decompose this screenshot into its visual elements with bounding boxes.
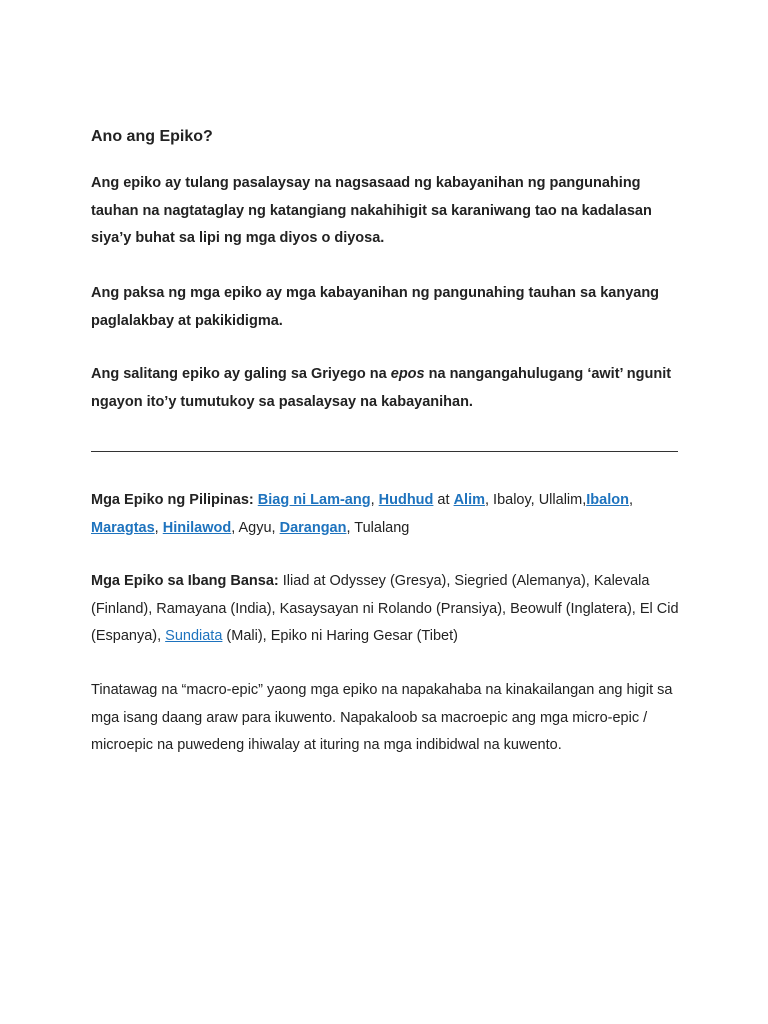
etymology-term: epos xyxy=(390,366,425,382)
foreign-epics-list-end: (Mali), Epiko ni Haring Gesar (Tibet) xyxy=(222,628,458,644)
link-sundiata[interactable]: Sundiata xyxy=(165,628,223,644)
link-ibalon[interactable]: Ibalon xyxy=(586,492,629,508)
plain-epic-names: , Ibaloy, Ullalim, xyxy=(484,492,587,508)
separator-text: , xyxy=(370,492,379,508)
foreign-epics-paragraph xyxy=(91,568,681,651)
etymology-text-after: na nangangahulugang ‘awit’ ngunit ngayon ito’y tumutukoy sa pasalaysay na kabayanihan. xyxy=(91,366,672,410)
macro-epic-paragraph: Tinatawag na “macro-epic” yaong mga epiko na napakahaba na kinakailangan ang higit sa mga isang daang araw para ikuwento. Napakaloob sa macroepic ang mga micro-epic / microepic na puwedeng ihiwalay at ituring na mga indibidwal na kuwento. xyxy=(91,682,673,753)
plain-epic-names: , Agyu, xyxy=(231,519,280,536)
philippine-epics-paragraph xyxy=(91,487,681,542)
plain-epic-names: , Tulalang xyxy=(346,519,410,536)
link-hudhud[interactable]: Hudhud xyxy=(378,492,434,508)
separator-text: , xyxy=(628,492,633,508)
etymology-paragraph xyxy=(91,361,681,416)
link-biag-ni-lam-ang[interactable]: Biag ni Lam-ang xyxy=(257,492,371,508)
link-maragtas[interactable]: Maragtas xyxy=(91,519,155,536)
foreign-epics-label: Mga Epiko sa Ibang Bansa: xyxy=(91,573,279,589)
definition-paragraph: Ang epiko ay tulang pasalaysay na nagsasaad ng kabayanihan ng pangunahing tauhan na nagtataglay ng katangiang nakahihigit sa karaniwang tao na kadalasan siya’y buhat sa lipi ng mga diyos o diyosa. xyxy=(91,175,652,246)
etymology-text-before: Ang salitang epiko ay galing sa Griyego na xyxy=(91,366,391,382)
philippine-epics-label: Mga Epiko ng Pilipinas: xyxy=(91,492,254,508)
document-title: Ano ang Epiko? xyxy=(91,128,213,145)
link-darangan[interactable]: Darangan xyxy=(279,519,347,536)
horizontal-divider xyxy=(91,451,678,452)
subject-paragraph: Ang paksa ng mga epiko ay mga kabayanihan ng pangunahing tauhan sa kanyang paglalakbay at pakikidigma. xyxy=(91,285,660,329)
conjunction-text: at xyxy=(433,492,454,508)
link-hinilawod[interactable]: Hinilawod xyxy=(162,519,232,536)
foreign-epics-list: Iliad at Odyssey (Gresya), Siegried (Alemanya), Kalevala (Finland), Ramayana (India), Kasaysayan ni Rolando (Pransiya), Beowulf (Inglatera), El Cid (Espanya), xyxy=(91,573,679,644)
link-alim[interactable]: Alim xyxy=(453,492,485,508)
separator-text: , xyxy=(154,519,163,536)
